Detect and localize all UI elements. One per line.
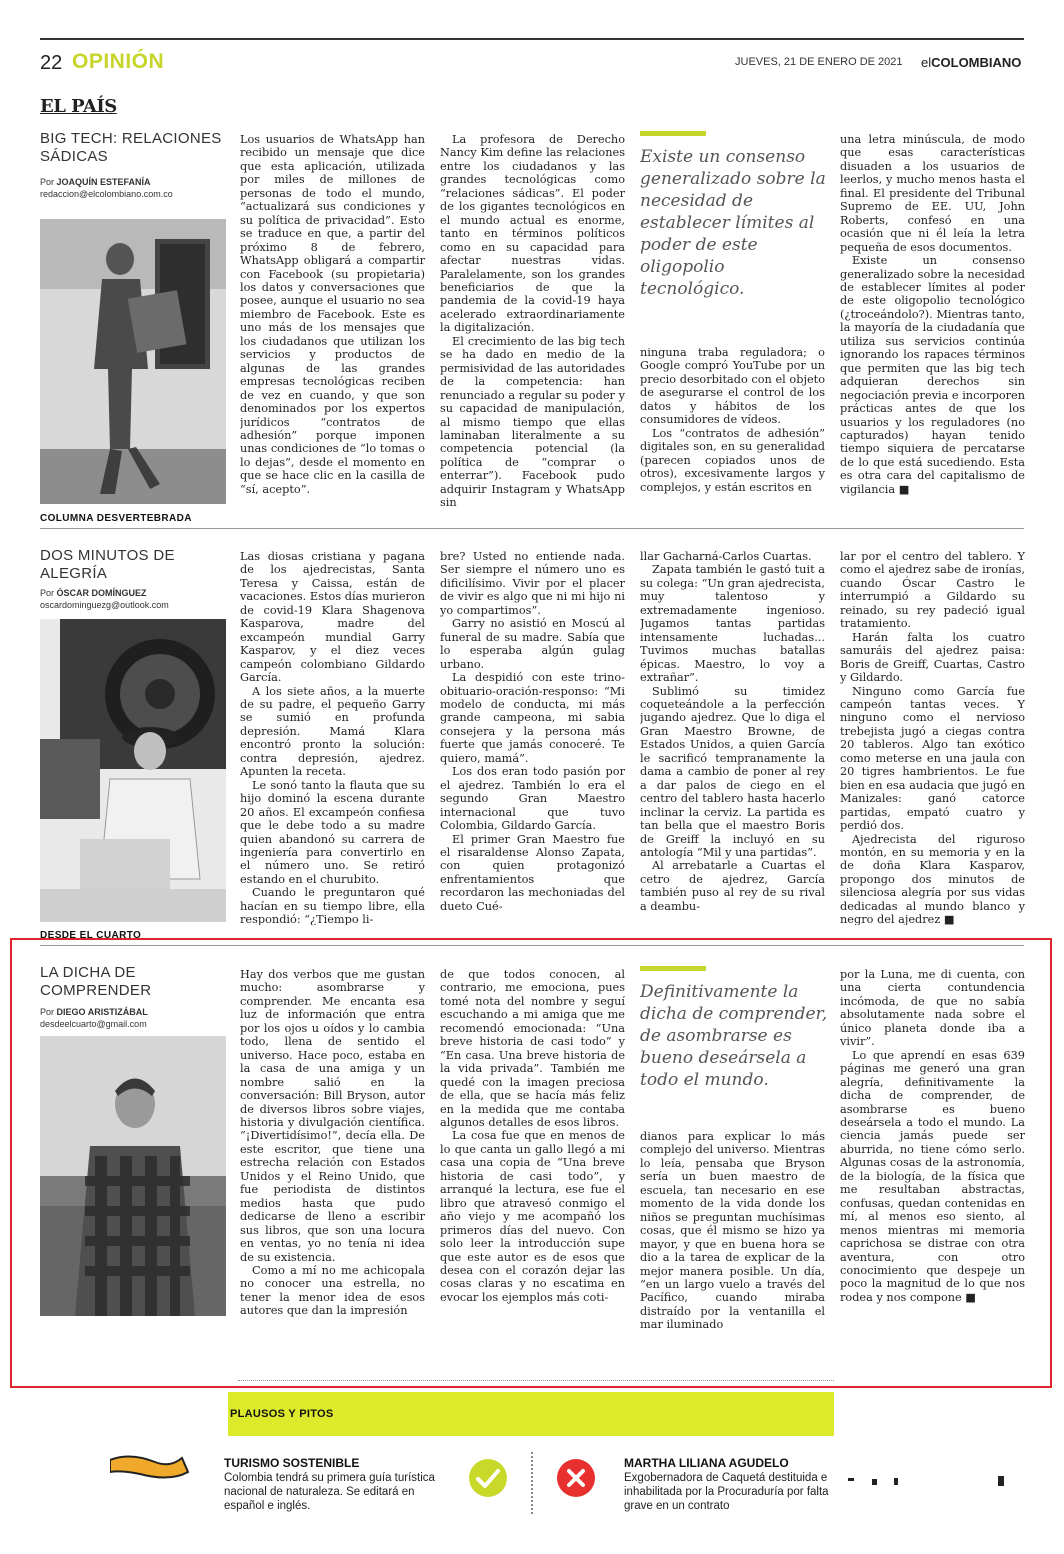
page-number: 22 bbox=[40, 52, 63, 74]
aplausos-label: PLAUSOS Y PITOS bbox=[230, 1408, 334, 1420]
paragraph: Ninguno como García fue campeón tantas veces. Y ninguno como el nervioso trebejista jugó a ciegas contra 20 tableros. Algo tan exótico como meterse en una jaula con 20 tigres hambrientos. Le fue bien en esa audacia que jugó en Manizales: ganó catorce partidas, empató cuatro y perdió dos. bbox=[840, 684, 1025, 833]
decorative-marks bbox=[848, 1474, 1018, 1488]
paragraph: dianos para explicar lo más complejo del universo. Mientras lo leía, pensaba que Bryson sería un buen maestro de escuela, tan necesario en ese momento de la vida donde los niños se preguntan muchísimas cosas, que él mismo se hizo ya mayor, y que en buena hora se dio a la tarea de explicar de la mejor manera posible. Un día, “en un largo vuelo a través del Pacífico, cuando miraba distraído por la ventanilla el mar iluminado bbox=[640, 1130, 825, 1332]
article-column-4 bbox=[840, 550, 1025, 925]
article-column-2 bbox=[440, 550, 625, 925]
brand-prefix: el bbox=[921, 55, 932, 70]
paragraph: Le sonó tanto la flauta que su hijo dominó la escena durante 20 años. El excampeón confiesa que le debe todo a su madre quien abandonó su carrera de ingeniería para convertirlo en el número uno. Se retiró estando en el churubito. bbox=[240, 778, 425, 886]
paragraph: de que todos conocen, al contrario, me emociona, pues tomé nota del nombre y seguí escuchando a mi amiga que me recomendó emocionada: “Una breve historia de casi todo” y “En casa. Una breve historia de la vida privada”. También me quedé con la imagen preciosa de ella, que se hacía más feliz en la medida que me contaba algunos detalles de esos libros. bbox=[440, 968, 625, 1129]
hand-illustration-left bbox=[110, 1452, 190, 1480]
dotted-separator bbox=[531, 1452, 533, 1514]
divider bbox=[40, 528, 1024, 529]
author-name: DIEGO ARISTIZÁBAL bbox=[56, 1007, 148, 1017]
pull-quote: Existe un consenso generalizado sobre la necesidad de establecer límites al poder de este oligopolio tecnológico. bbox=[640, 147, 826, 299]
newspaper-brand bbox=[921, 55, 1021, 70]
byline-prefix: Por bbox=[40, 1007, 55, 1017]
paragraph: A los siete años, a la muerte de su padre, el pequeño Garry se sumió en profunda depresión. Mamá Klara encontró pronto la solución: contra depresión, ajedrez. Apunten la receta. bbox=[240, 684, 425, 779]
cross-icon bbox=[556, 1458, 596, 1498]
paragraph: Los dos eran todo pasión por el ajedrez. También lo era el segundo Gran Maestro internacional que tuvo Colombia, Gildardo García. bbox=[440, 765, 625, 833]
paragraph: El primer Gran Maestro fue el risaraldense Alonso Zapata, con quien protagonizó enfrentamientos que recordaron las mechoniadas del dueto Cué- bbox=[440, 832, 625, 913]
pull-quote: Definitivamente la dicha de comprender, de asombrarse es bueno deseársela a todo el mundo. bbox=[640, 982, 828, 1090]
paragraph: llar Gacharná-Carlos Cuartas. bbox=[640, 550, 812, 563]
paragraph: Garry no asistió en Moscú al funeral de su madre. Sabía que lo esperaba algún gulag urbano. bbox=[440, 617, 625, 671]
article-column-1 bbox=[240, 133, 425, 508]
article-title: BIG TECH: RELACIONES SÁDICAS bbox=[40, 130, 222, 165]
paragraph: Los usuarios de WhatsApp han recibido un mensaje que dice que esta aplicación, utilizada por miles de millones de personas de todo el mundo, “actualizará sus condiciones y su política de privacidad”. Esto se traduce en que, a partir del próximo 8 de febrero, WhatsApp obligará a compartir con Facebook (su propietaria) los datos y conversaciones que posee, aunque el usuario no sea miembro de Facebook. Este es uno más de los mensajes que los ciudadanos que utilizan los servicios y productos de algunas de las grandes empresas tecnológicas reciben de vez en cuando, y que son denominados por los expertos jurídicos “contratos de adhesión” porque imponen unas condiciones de “lo tomas o lo dejas”, desde el momento en que se hace clic en la casilla de “sí, acepto”. bbox=[240, 133, 425, 496]
paragraph: Lo que aprendí en esas 639 páginas me generó una gran alegría, definitivamente la dicha de comprender, de asombrarse es bueno deseársela a todo el mundo. La ciencia jamás puede ser aburrida, no tiene cómo serlo. Algunas cosas de la astronomía, de la biología, de la física que me resultaban abstractas, confusas, quedan contenidas en mí, al menos eso siento, al menos mientras mi memoria caprichosa se distrae con otra aventura, con otro conocimiento que despeje un poco la magnitud de lo que nos rodea y nos compone ■ bbox=[840, 1049, 1025, 1305]
pull-quote-bar bbox=[640, 131, 706, 136]
highlight-box bbox=[10, 938, 1052, 1388]
paragraph: Existe un consenso generalizado sobre la necesidad de establecer límites al poder de este oligopolio tecnológico (¿troceándolo?). Mientras tanto, la mayoría de la ciudadanía que utiliza sus servicios continúa ignorando los rapaces términos que permiten que las big tech adquieran derechos sin negociación previa e incorporen prácticas antes de que los usuarios y los reguladores (no capturados) hayan tenido tiempo siquiera de percatarse de lo que está sucediendo. Esta es otra cara del capitalismo de vigilancia ■ bbox=[840, 254, 1025, 496]
author-email: redaccion@elcolombiano.com.co bbox=[40, 189, 173, 199]
paragraph: Los “contratos de adhesión” digitales son, en su generalidad (parecen copiados unos de otros), excesivamente largos y complejos, y están escritos en bbox=[640, 426, 825, 494]
paragraph: lar por el centro del tablero. Y como el ajedrez sabe de ironías, cuando Óscar Castro le interrumpió a Gildardo su reinado, su rey padeció igual tratamiento. bbox=[840, 550, 1025, 631]
article-column-3 bbox=[640, 550, 825, 925]
author-locomotive-photo bbox=[40, 619, 226, 922]
author-email: oscardominguezg@outlook.com bbox=[40, 600, 169, 610]
paragraph: ninguna traba reguladora; o Google compró YouTube por un precio desorbitado con el objeto de asegurarse el control de los datos y hábitos de los consumidores de vídeos. bbox=[640, 346, 825, 427]
paragraph: El crecimiento de las big tech se ha dado en medio de la permisividad de las autoridades de la competencia: han renunciado a regular su poder y su capacidad de manipulación, al mismo tiempo que ellas laminaban literalmente a su competencia potencial (la política de “comprar o enterrar”). Facebook pudo adquirir Instagram y WhatsApp sin bbox=[440, 334, 625, 508]
article-column-4 bbox=[840, 133, 1025, 508]
pito-title: MARTHA LILIANA AGUDELO bbox=[624, 1456, 789, 1470]
el-pais-logo: EL PAÍS bbox=[40, 96, 117, 117]
paragraph: La profesora de Derecho Nancy Kim define las relaciones entre los ciudadanos y las grandes tecnológicas como “relaciones sádicas”. El poder de los gigantes tecnológicos en el mundo actual es enorme, tanto en términos políticos como en su capacidad para afectar nuestras vidas. Paralelamente, son los grandes beneficiarios de que la pandemia de la covid-19 haya acelerado extraordinariamente la digitalización. bbox=[440, 133, 625, 335]
article-column-1 bbox=[240, 550, 425, 925]
article-column-2 bbox=[440, 133, 625, 508]
author-name: JOAQUÍN ESTEFANÍA bbox=[56, 177, 151, 187]
paragraph: bre? Usted no entiende nada. Ser siempre el número uno es dificilísimo. Vivir por el placer de vivir es algo que ni mi hijo ni yo compartimos”. bbox=[440, 550, 625, 617]
paragraph: Hay dos verbos que me gustan mucho: asombrarse y comprender. Me encanta esa luz de información que entra por los ojos u oídos y lo cambia todo, llena de sentido el universo. Hace poco, estaba en la casa de una amiga y un nombre salió en la conversación: Bill Bryson, autor de diversos libros sobre viajes, historia y divulgación científica. “¡Divertidísimo!”, decía ella. De este escritor, que tiene una estrecha relación con Estados Unidos y el Reino Unido, que fue periodista de distintos medios hasta que pudo dedicarse de lleno a escribir sus libros, que son una locura en ventas, yo no tenía ni idea de su existencia. bbox=[240, 968, 425, 1264]
section-title: OPINIÓN bbox=[72, 50, 165, 73]
paragraph: por la Luna, me di cuenta, con una cierta contundencia incómoda, de que no sabía absolutamente nada sobre el único planeta donde iba a vivir”. bbox=[840, 968, 1025, 1049]
byline-prefix: Por bbox=[40, 588, 55, 598]
article-title: DOS MINUTOS DE ALEGRÍA bbox=[40, 547, 175, 582]
article-column-3 bbox=[640, 346, 825, 508]
dotted-divider bbox=[238, 1380, 834, 1381]
aplauso-title: TURISMO SOSTENIBLE bbox=[224, 1456, 360, 1470]
article-title: LA DICHA DE COMPRENDER bbox=[40, 964, 152, 999]
paragraph: La cosa fue que en menos de lo que canta un gallo llegó a mi casa una copia de “Una breve historia de casi todo”, y arranqué la lectura, ese fue el libro que atravesó conmigo el año viejo y me acompañó los primeros días del nuevo. Con solo leer la introducción supe que este autor es de esos que desea con el corazón dejar las cosas claras y no escatima en evocar los ejemplos más coti- bbox=[440, 1129, 625, 1304]
paragraph: Cuando le preguntaron qué hacían en su tiempo libre, ella respondió: “¿Tiempo li- bbox=[240, 886, 425, 925]
top-rule bbox=[40, 38, 1024, 40]
paragraph: Zapata también le gastó tuit a su colega: “Un gran ajedrecista, muy talentoso y extremadamente ingenioso. Jugamos tantas partidas intensamente luchadas... Tuvimos muchas batallas épicas. Maestro, lo voy a extrañar”. bbox=[640, 563, 825, 685]
statue-photo bbox=[40, 219, 226, 504]
paragraph: Sublimó su timidez coqueteándole a la perfección jugando ajedrez. Que lo diga el Gran Maestro Browne, de Estados Unidos, a quien García le sacrificó tempranamente la dama a cambio de poner al rey a dar palos de ciego en el centro del tablero hasta hacerlo inclinar la cerviz. La partida es tan bella que el maestro Boris de Greiff la incluyó en su antología “Mil y una partidas”. bbox=[640, 684, 825, 859]
byline bbox=[40, 176, 240, 200]
paragraph: Harán falta los cuatro samuráis del ajedrez paisa: Boris de Greiff, Cuartas, Castro y Gildardo. bbox=[840, 630, 1025, 685]
paragraph: una letra minúscula, de modo que esas características disuaden a los usuarios de leerlos, y mucho menos hasta el final. El presidente del Tribunal Supremo de EE. UU, John Roberts, confesó en una ocasión que ni él leía la letra pequeña de esos documentos. bbox=[840, 133, 1025, 254]
paragraph: Al arrebatarle a Cuartas el cetro de ajedrez, García también puso al rey de su rival a deambu- bbox=[640, 859, 825, 913]
aplauso-text: Colombia tendrá su primera guía turística nacional de naturaleza. Se editará en español e inglés. bbox=[224, 1472, 435, 1512]
pito-text: Exgobernadora de Caquetá destituida e inhabilitada por la Procuraduría por falta grave en un contrato bbox=[624, 1472, 829, 1512]
brand-name: COLOMBIANO bbox=[931, 55, 1022, 70]
paragraph: La despidió con este trino-obituario-oración-responso: “Mi modelo de conducta, mi más grande campeona, mi sabia consejera y la persona más fuerte que jamás conoceré. Te quiero, mamá”. bbox=[440, 671, 625, 765]
statue-photo-image bbox=[40, 219, 226, 504]
column-name: COLUMNA DESVERTEBRADA bbox=[40, 513, 192, 524]
paragraph: Ajedrecista del riguroso montón, en su memoria y en la de doña Klara Kasparov, propongo dos minutos de silenciosa alegría por sus vidas dedicadas al mundo blanco y negro del ajedrez ■ bbox=[840, 833, 1025, 925]
byline-prefix: Por bbox=[40, 177, 55, 187]
author-name: ÓSCAR DOMÍNGUEZ bbox=[56, 588, 147, 598]
paragraph: Las diosas cristiana y pagana de los ajedrecistas, Santa Teresa y Caissa, están de vacaciones. Estos días murieron de covid-19 Klara Shagenova Kasparova, madre del excampeón mundial Garry Kasparov, y el diez veces campeón colombiano Gildardo García. bbox=[240, 550, 425, 685]
author-photo-image bbox=[40, 619, 226, 922]
issue-date: JUEVES, 21 DE ENERO DE 2021 bbox=[735, 56, 903, 68]
byline bbox=[40, 587, 240, 611]
column-name: DESDE EL CUARTO bbox=[40, 930, 142, 938]
author-email: desdeelcuarto@gmail.com bbox=[40, 1019, 147, 1029]
check-icon bbox=[468, 1458, 508, 1498]
paragraph: Como a mí no me achicopala no conocer una estrella, no tener la menor idea de esos autores que dan la impresión bbox=[240, 1263, 425, 1318]
